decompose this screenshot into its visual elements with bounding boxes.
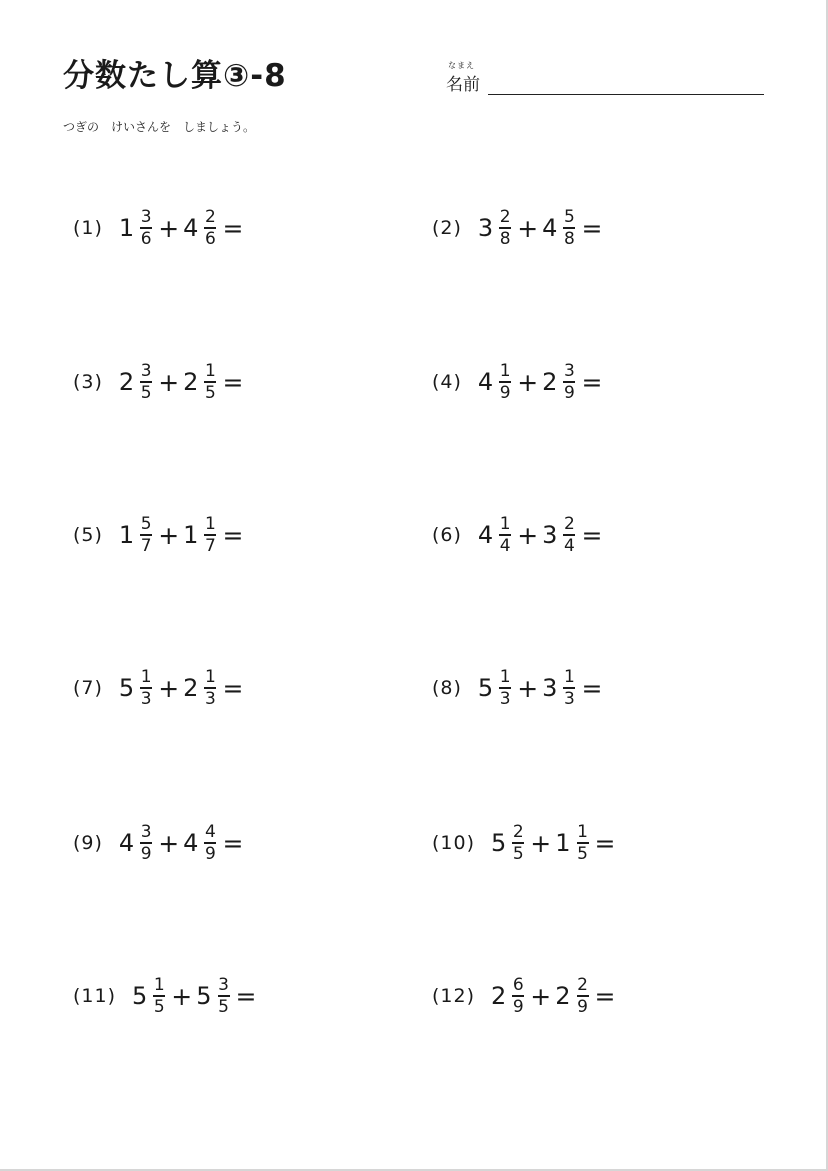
denominator-b: 5 — [218, 997, 229, 1017]
plus-sign: + — [530, 981, 552, 1011]
problem-number: (10) — [432, 832, 476, 854]
whole-number-b: 2 — [542, 368, 558, 396]
problem-number: (3) — [73, 371, 103, 393]
equals-sign: = — [222, 213, 244, 243]
whole-number-b: 3 — [542, 521, 558, 549]
problem-number: (8) — [432, 677, 462, 699]
problem-5 — [73, 510, 243, 560]
denominator-b: 6 — [205, 229, 216, 249]
fraction-a — [512, 823, 524, 863]
numerator-a: 1 — [499, 514, 511, 534]
problem-8 — [432, 663, 602, 713]
name-write-line[interactable] — [488, 94, 764, 95]
denominator-a: 5 — [512, 844, 524, 864]
plus-sign: + — [517, 520, 539, 550]
plus-sign: + — [517, 213, 539, 243]
numerator-a: 2 — [499, 207, 511, 227]
whole-number-a: 1 — [118, 521, 135, 549]
numerator-a: 5 — [140, 514, 152, 534]
equals-sign: = — [581, 520, 603, 550]
fraction-a — [140, 823, 152, 863]
numerator-b: 3 — [218, 975, 229, 995]
fraction-b — [204, 208, 216, 248]
problem-1 — [73, 203, 243, 253]
problem-number: (4) — [432, 371, 462, 393]
whole-number-a: 2 — [118, 368, 135, 396]
name-field-area — [446, 58, 764, 96]
problem-11 — [73, 971, 256, 1021]
denominator-a: 3 — [499, 689, 511, 709]
whole-number-a: 4 — [477, 368, 494, 396]
problem-2 — [432, 203, 602, 253]
numerator-b: 2 — [205, 207, 216, 227]
denominator-a: 9 — [512, 997, 524, 1017]
denominator-a: 9 — [499, 383, 511, 403]
fraction-a — [140, 362, 152, 402]
plus-sign: + — [158, 828, 180, 858]
whole-number-b: 4 — [542, 214, 558, 242]
numerator-b: 1 — [205, 514, 216, 534]
whole-number-b: 4 — [183, 214, 199, 242]
equals-sign: = — [222, 367, 244, 397]
whole-number-b: 1 — [555, 829, 571, 857]
fraction-a — [499, 362, 511, 402]
whole-number-b: 1 — [183, 521, 199, 549]
denominator-a: 8 — [499, 229, 511, 249]
problem-number: (6) — [432, 524, 462, 546]
numerator-b: 3 — [564, 361, 575, 381]
whole-number-a: 2 — [491, 982, 507, 1010]
equals-sign: = — [222, 828, 244, 858]
denominator-b: 4 — [564, 536, 575, 556]
problem-number: (5) — [73, 524, 103, 546]
whole-number-a: 5 — [491, 829, 507, 857]
numerator-a: 2 — [512, 822, 524, 842]
numerator-a: 3 — [140, 207, 152, 227]
numerator-b: 1 — [205, 361, 216, 381]
numerator-b: 1 — [205, 667, 216, 687]
equals-sign: = — [581, 673, 603, 703]
whole-number-a: 4 — [477, 521, 494, 549]
equals-sign: = — [594, 828, 616, 858]
problem-number: (1) — [73, 217, 103, 239]
plus-sign: + — [171, 981, 193, 1011]
equals-sign: = — [581, 213, 603, 243]
plus-sign: + — [158, 520, 180, 550]
name-label: 名前 — [446, 75, 480, 95]
instruction-text: つぎの けいさんを しましょう。 — [63, 120, 256, 134]
whole-number-b: 2 — [555, 982, 571, 1010]
fraction-a — [153, 976, 165, 1016]
numerator-b: 2 — [577, 975, 588, 995]
equals-sign: = — [594, 981, 616, 1011]
problem-number: (7) — [73, 677, 103, 699]
problem-10 — [432, 818, 615, 868]
fraction-b — [204, 515, 216, 555]
fraction-b — [204, 362, 216, 402]
denominator-a: 3 — [140, 689, 152, 709]
fraction-b — [563, 515, 575, 555]
numerator-a: 1 — [140, 667, 152, 687]
problem-number: (9) — [73, 832, 103, 854]
whole-number-a: 5 — [132, 982, 148, 1010]
numerator-a: 3 — [140, 361, 152, 381]
denominator-a: 9 — [140, 844, 152, 864]
denominator-a: 5 — [140, 383, 152, 403]
denominator-b: 9 — [205, 844, 216, 864]
problem-number: (11) — [73, 985, 117, 1007]
denominator-a: 5 — [153, 997, 165, 1017]
plus-sign: + — [530, 828, 552, 858]
denominator-b: 5 — [205, 383, 216, 403]
numerator-b: 1 — [577, 822, 588, 842]
fraction-a — [140, 515, 152, 555]
problem-9 — [73, 818, 243, 868]
fraction-a — [499, 668, 511, 708]
denominator-b: 9 — [577, 997, 588, 1017]
whole-number-a: 5 — [477, 674, 494, 702]
equals-sign: = — [235, 981, 257, 1011]
equals-sign: = — [222, 673, 244, 703]
plus-sign: + — [158, 673, 180, 703]
whole-number-b: 4 — [183, 829, 199, 857]
fraction-b — [577, 976, 589, 1016]
equals-sign: = — [581, 367, 603, 397]
denominator-b: 5 — [577, 844, 588, 864]
problem-number: (12) — [432, 985, 476, 1007]
plus-sign: + — [517, 673, 539, 703]
whole-number-a: 3 — [477, 214, 494, 242]
numerator-a: 1 — [153, 975, 165, 995]
fraction-b — [204, 823, 216, 863]
problem-3 — [73, 357, 243, 407]
fraction-a — [140, 668, 152, 708]
numerator-a: 6 — [512, 975, 524, 995]
fraction-a — [140, 208, 152, 248]
denominator-a: 4 — [499, 536, 511, 556]
denominator-b: 7 — [205, 536, 216, 556]
worksheet-title: 分数たし算③-8 — [63, 58, 287, 94]
whole-number-b: 2 — [183, 368, 199, 396]
problem-7 — [73, 663, 243, 713]
numerator-b: 4 — [205, 822, 216, 842]
fraction-b — [218, 976, 230, 1016]
whole-number-b: 3 — [542, 674, 558, 702]
whole-number-b: 2 — [183, 674, 199, 702]
numerator-b: 2 — [564, 514, 575, 534]
problem-12 — [432, 971, 615, 1021]
denominator-b: 3 — [205, 689, 216, 709]
numerator-a: 1 — [499, 667, 511, 687]
fraction-b — [204, 668, 216, 708]
fraction-b — [577, 823, 589, 863]
equals-sign: = — [222, 520, 244, 550]
fraction-b — [563, 208, 575, 248]
problem-number: (2) — [432, 217, 462, 239]
fraction-b — [563, 362, 575, 402]
denominator-a: 7 — [140, 536, 152, 556]
denominator-a: 6 — [140, 229, 152, 249]
fraction-b — [563, 668, 575, 708]
denominator-b: 3 — [564, 689, 575, 709]
name-ruby: なまえ — [448, 61, 475, 70]
whole-number-a: 5 — [118, 674, 135, 702]
plus-sign: + — [158, 213, 180, 243]
numerator-b: 1 — [564, 667, 575, 687]
denominator-b: 9 — [564, 383, 575, 403]
whole-number-a: 1 — [118, 214, 135, 242]
numerator-a: 3 — [140, 822, 152, 842]
problem-6 — [432, 510, 602, 560]
fraction-a — [499, 515, 511, 555]
whole-number-b: 5 — [196, 982, 212, 1010]
numerator-a: 1 — [499, 361, 511, 381]
plus-sign: + — [517, 367, 539, 397]
fraction-a — [512, 976, 524, 1016]
whole-number-a: 4 — [118, 829, 135, 857]
numerator-b: 5 — [564, 207, 575, 227]
plus-sign: + — [158, 367, 180, 397]
problem-4 — [432, 357, 602, 407]
fraction-a — [499, 208, 511, 248]
denominator-b: 8 — [564, 229, 575, 249]
